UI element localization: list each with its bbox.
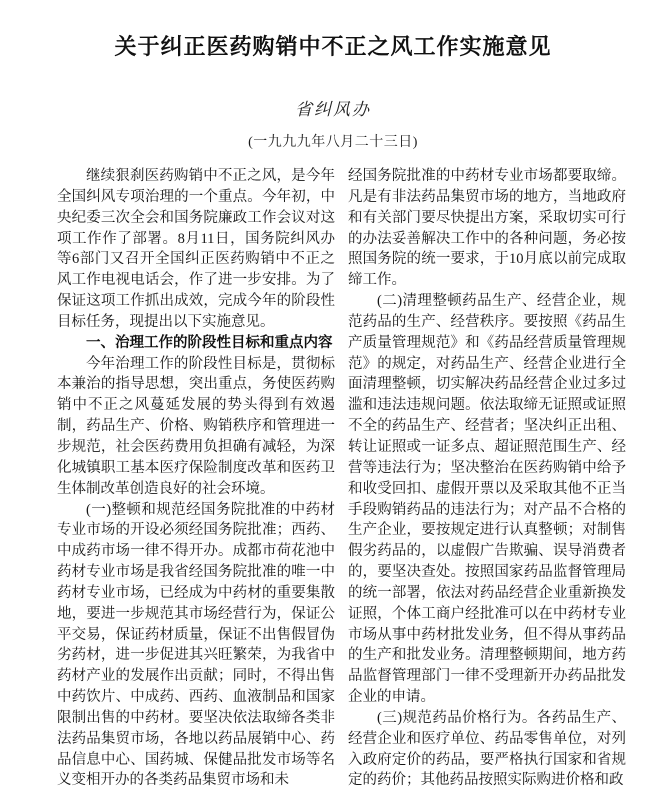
paragraph-item-2: (二)清理整顿药品生产、经营企业，规范药品的生产、经营秩序。要按照《药品生产质量管理规范》和《药品经营质量管理规范》的规定，对药品生产、经营企业进行全面清理整顿，切实解决药品经营企业过多过滥和违法违规问题。依法取缔无证照或证照不全的药品生产、经营者；坚决纠正出租、转让证照或一证多点、超证照范围生产、经营等违法行为；坚决整治在医药购销中给予和收受回扣、虚假开票以及采取其他不正当手段购销药品的违法行为；对产品不合格的生产企业，要按规定进行认真整顿；对制售假劣药品的，以虚假广告欺骗、误导消费者的，要坚决查处。按照国家药品监督管理局的统一部署，依法对药品经营企业重新换发证照，个体工商户经批准可以在中药材专业市场从事中药材批发业务，但不得从事药品的生产和批发业务。清理整顿期间，地方药品监督管理部门一律不受理新开办药品批发企业的申请。 [348, 293, 626, 706]
dateline: (一九九九年八月二十三日) [248, 135, 418, 150]
paragraph-item-1: (一)整顿和规范经国务院批准的中药材专业市场的开设必须经国务院批准；西药、中成药市场一律不得开办。成都市荷花池中药材专业市场是我省经国务院批准的唯一中药材专业市场，已经成为中药材的重要集散地，要进一步规范其市场经营行为，保证公平交易，保证药材质量，保证不出售假冒伪劣药材，进一步促进其兴旺繁荣，为我省中药材产业的发展作出贡献；同时，不得出售中药饮片、中成药、西药、血液制品和国家限制出售的中药材。要坚决依法取缔各类非法药品集贸市场，各地以药品展销中心、药品信息中心、国药城、保健品批发市场等名义变相开办的各类药品集贸市场和未 [57, 501, 335, 789]
paragraph-goals: 今年治理工作的阶段性目标是，贯彻标本兼治的指导思想，突出重点，务使医药购销中不正之风蔓延发展的势头得到有效遏制，药品生产、价格、购销秩序和管理进一步规范，社会医药费用负担确有减轻，为深化城镇职工基本医疗保险制度改革和医药卫生体制改革创造良好的社会环境。 [57, 355, 335, 497]
page-title: 关于纠正医药购销中不正之风工作实施意见 [114, 34, 552, 59]
paragraph-item-3: (三)规范药品价格行为。各药品生产、经营企业和医疗单位、药品零售单位，对列入政府定价的药品，要严格执行国家和省规定的药价；其他药品按照实际购进价格和政 [348, 709, 626, 789]
paragraph-intro: 继续狠刹医药购销中不正之风，是今年全国纠风专项治理的一个重点。今年初，中央纪委三次全会和国务院廉政工作会议对这项工作作了部署。8月11日，国务院纠风办等6部门又召开全国纠正医药购销中不正之风工作电视电话会，作了进一步安排。为了保证这项工作抓出成效，完成今年的阶段性目标任务，现提出以下实施意见。 [57, 168, 335, 330]
column-right [348, 166, 626, 799]
column-left [57, 166, 335, 799]
byline-author: 省纠风办 [295, 100, 371, 119]
text-columns [57, 166, 626, 799]
paragraph-item-1-continuation: 经国务院批准的中药材专业市场都要取缔。凡是有非法药品集贸市场的地方，当地政府和有关部门要尽快提出方案，采取切实可行的办法妥善解决工作中的各种问题，务必按照国务院的统一要求，于10月底以前完成取缔工作。 [348, 168, 626, 289]
section-heading-one: 一、治理工作的阶段性目标和重点内容 [86, 334, 333, 351]
